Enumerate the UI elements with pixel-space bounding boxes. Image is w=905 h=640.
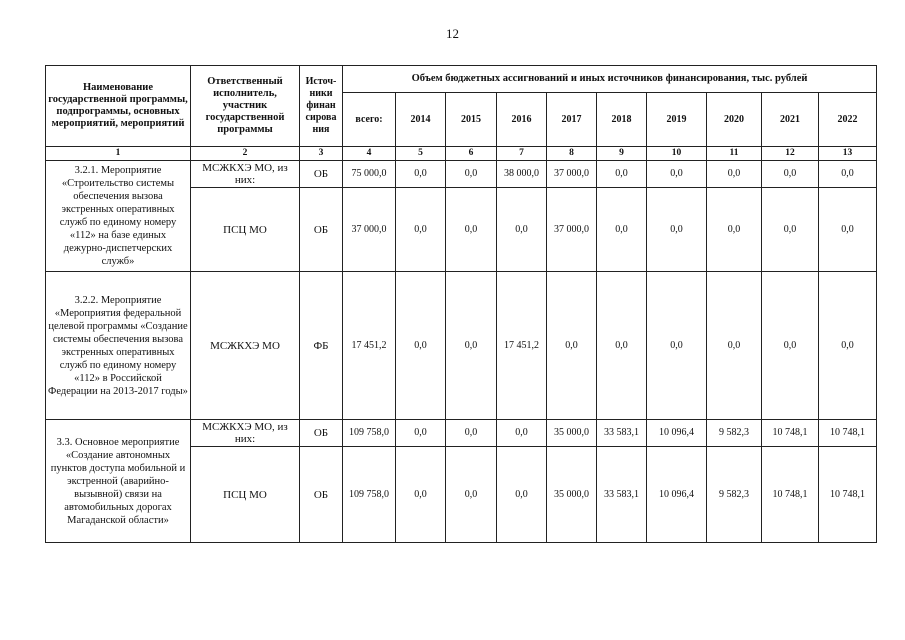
total-value: 37 000,0 (343, 188, 396, 272)
year-value: 0,0 (396, 188, 446, 272)
source-cell: ОБ (300, 188, 343, 272)
header-source-line: ния (312, 124, 330, 135)
year-value: 0,0 (819, 188, 877, 272)
column-number: 1 (46, 147, 191, 161)
year-value: 17 451,2 (497, 272, 547, 420)
header-source-line: ники (309, 88, 333, 99)
source-cell: ФБ (300, 272, 343, 420)
year-value: 9 582,3 (707, 447, 762, 543)
year-value: 10 096,4 (647, 420, 707, 447)
year-value: 0,0 (647, 161, 707, 188)
table-row (46, 420, 877, 447)
total-value: 109 758,0 (343, 447, 396, 543)
year-value: 0,0 (396, 272, 446, 420)
header-volume: Объем бюджетных ассигнований и иных источников финансирования, тыс. рублей (343, 66, 877, 93)
header-year: 2017 (547, 93, 597, 147)
year-value: 10 748,1 (819, 420, 877, 447)
header-year: 2016 (497, 93, 547, 147)
year-value: 0,0 (707, 161, 762, 188)
measure-name: 3.2.2. Мероприятие «Мероприятия федеральной целевой программы «Создание системы обеспечения вызова экстренных оперативных служб по единому номеру «112» в Российской Федерации на 2013-2017 годы» (46, 272, 191, 420)
source-cell: ОБ (300, 447, 343, 543)
header-year: 2022 (819, 93, 877, 147)
year-value: 37 000,0 (547, 188, 597, 272)
column-number: 2 (191, 147, 300, 161)
measure-name: 3.2.1. Мероприятие «Строительство системы обеспечения вызова экстренных оперативных служб по единому номеру «112» на базе единых дежурно-диспетчерских служб» (46, 161, 191, 272)
header-year: 2014 (396, 93, 446, 147)
year-value: 0,0 (446, 447, 497, 543)
year-value: 0,0 (497, 447, 547, 543)
total-value: 109 758,0 (343, 420, 396, 447)
year-value: 0,0 (446, 420, 497, 447)
executor-cell: МСЖКХЭ МО, из них: (191, 161, 300, 188)
year-value: 0,0 (707, 272, 762, 420)
header-year: 2019 (647, 93, 707, 147)
header-source-line: сирова (305, 112, 337, 123)
column-number: 7 (497, 147, 547, 161)
header-source (300, 66, 343, 147)
source-cell: ОБ (300, 420, 343, 447)
year-value: 0,0 (819, 272, 877, 420)
header-executor: Ответственный исполнитель, участник государственной программы (191, 66, 300, 147)
column-number: 4 (343, 147, 396, 161)
year-value: 9 582,3 (707, 420, 762, 447)
column-number: 10 (647, 147, 707, 161)
year-value: 10 748,1 (819, 447, 877, 543)
year-value: 0,0 (446, 161, 497, 188)
year-value: 0,0 (819, 161, 877, 188)
column-number: 11 (707, 147, 762, 161)
year-value: 35 000,0 (547, 420, 597, 447)
year-value: 0,0 (647, 188, 707, 272)
measure-name: 3.3. Основное мероприятие «Создание автономных пунктов доступа мобильной и экстренной (аварийно-вызывной) связи на автомобильных дорогах Магаданской области» (46, 420, 191, 543)
executor-cell: ПСЦ МО (191, 188, 300, 272)
table-row (46, 272, 877, 420)
year-value: 0,0 (497, 420, 547, 447)
executor-cell: МСЖКХЭ МО (191, 272, 300, 420)
year-value: 10 096,4 (647, 447, 707, 543)
year-value: 0,0 (707, 188, 762, 272)
year-value: 0,0 (762, 188, 819, 272)
header-year: 2021 (762, 93, 819, 147)
header-year: 2015 (446, 93, 497, 147)
year-value: 0,0 (547, 272, 597, 420)
budget-table (45, 65, 877, 543)
year-value: 38 000,0 (497, 161, 547, 188)
column-number: 8 (547, 147, 597, 161)
total-value: 75 000,0 (343, 161, 396, 188)
executor-cell: МСЖКХЭ МО, из них: (191, 420, 300, 447)
year-value: 0,0 (597, 161, 647, 188)
year-value: 0,0 (597, 188, 647, 272)
year-value: 33 583,1 (597, 420, 647, 447)
year-value: 0,0 (396, 447, 446, 543)
year-value: 0,0 (396, 161, 446, 188)
column-number: 9 (597, 147, 647, 161)
year-value: 0,0 (647, 272, 707, 420)
year-value: 37 000,0 (547, 161, 597, 188)
executor-cell: ПСЦ МО (191, 447, 300, 543)
column-number: 13 (819, 147, 877, 161)
year-value: 0,0 (497, 188, 547, 272)
year-value: 0,0 (446, 272, 497, 420)
header-total: всего: (343, 93, 396, 147)
year-value: 0,0 (597, 272, 647, 420)
header-source-line: Источ- (305, 76, 337, 87)
year-value: 0,0 (762, 272, 819, 420)
header-year: 2018 (597, 93, 647, 147)
column-number: 3 (300, 147, 343, 161)
column-number: 12 (762, 147, 819, 161)
year-value: 0,0 (396, 420, 446, 447)
table-row (46, 161, 877, 188)
header-name: Наименование государственной программы, подпрограммы, основных мероприятий, мероприятий (46, 66, 191, 147)
column-number: 5 (396, 147, 446, 161)
year-value: 0,0 (446, 188, 497, 272)
year-value: 10 748,1 (762, 420, 819, 447)
year-value: 35 000,0 (547, 447, 597, 543)
header-year: 2020 (707, 93, 762, 147)
source-cell: ОБ (300, 161, 343, 188)
year-value: 10 748,1 (762, 447, 819, 543)
header-source-line: финан (306, 100, 336, 111)
year-value: 0,0 (762, 161, 819, 188)
page-number: 12 (446, 26, 459, 41)
year-value: 33 583,1 (597, 447, 647, 543)
column-number: 6 (446, 147, 497, 161)
total-value: 17 451,2 (343, 272, 396, 420)
